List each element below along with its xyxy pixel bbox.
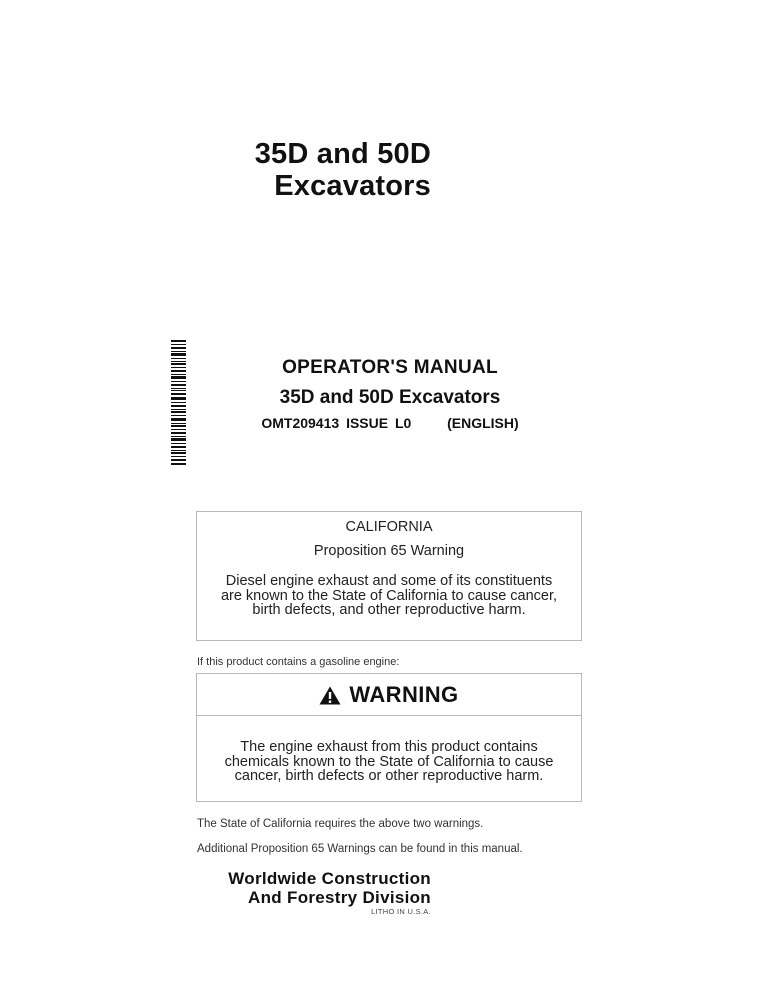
- prop65-body-line: birth defects, and other reproductive harm.: [252, 602, 526, 618]
- prop65-heading: CALIFORNIA: [345, 519, 433, 535]
- division-line-2: And Forestry Division: [248, 888, 431, 907]
- warning-title: WARNING: [349, 681, 459, 707]
- gasoline-note: If this product contains a gasoline engine:: [197, 656, 400, 668]
- manual-model: 35D and 50D Excavators: [279, 387, 501, 408]
- division-line-1: Worldwide Construction: [228, 869, 431, 888]
- warning-box: [196, 673, 582, 802]
- prop65-body-line: Diesel engine exhaust and some of its constituents: [225, 573, 553, 589]
- manual-issue: ISSUE L0: [346, 415, 412, 431]
- division-name: [228, 869, 431, 907]
- warning-body: [197, 740, 581, 784]
- warning-body-line: The engine exhaust from this product contains: [240, 739, 538, 755]
- barcode-graphic: [171, 340, 186, 465]
- prop65-subheading: Proposition 65 Warning: [313, 543, 465, 559]
- warning-body-line: cancer, birth defects or other reproductive harm.: [234, 768, 544, 784]
- warning-triangle-icon: [319, 685, 341, 704]
- prop65-body-line: are known to the State of California to cause cancer,: [220, 587, 558, 604]
- title-line-1: 35D and 50D: [254, 138, 431, 170]
- document-title: [255, 138, 431, 202]
- footnote-additional-warnings: Additional Proposition 65 Warnings can be found in this manual.: [197, 843, 523, 855]
- prop65-box: [196, 511, 582, 641]
- manual-label: OPERATOR'S MANUAL: [282, 357, 498, 378]
- manual-info: [220, 356, 560, 432]
- prop65-body: [197, 574, 581, 618]
- manual-number: OMT209413: [261, 415, 340, 431]
- warning-header: [197, 674, 581, 716]
- warning-body-line: chemicals known to the State of California to cause: [224, 753, 554, 770]
- footnote-required-warnings: The State of California requires the above two warnings.: [197, 818, 484, 830]
- barcode: [171, 340, 186, 465]
- litho-note: LITHO IN U.S.A.: [371, 907, 431, 916]
- manual-issue-line: [220, 414, 560, 432]
- title-line-2: Excavators: [274, 170, 431, 202]
- manual-language: (ENGLISH): [447, 415, 519, 431]
